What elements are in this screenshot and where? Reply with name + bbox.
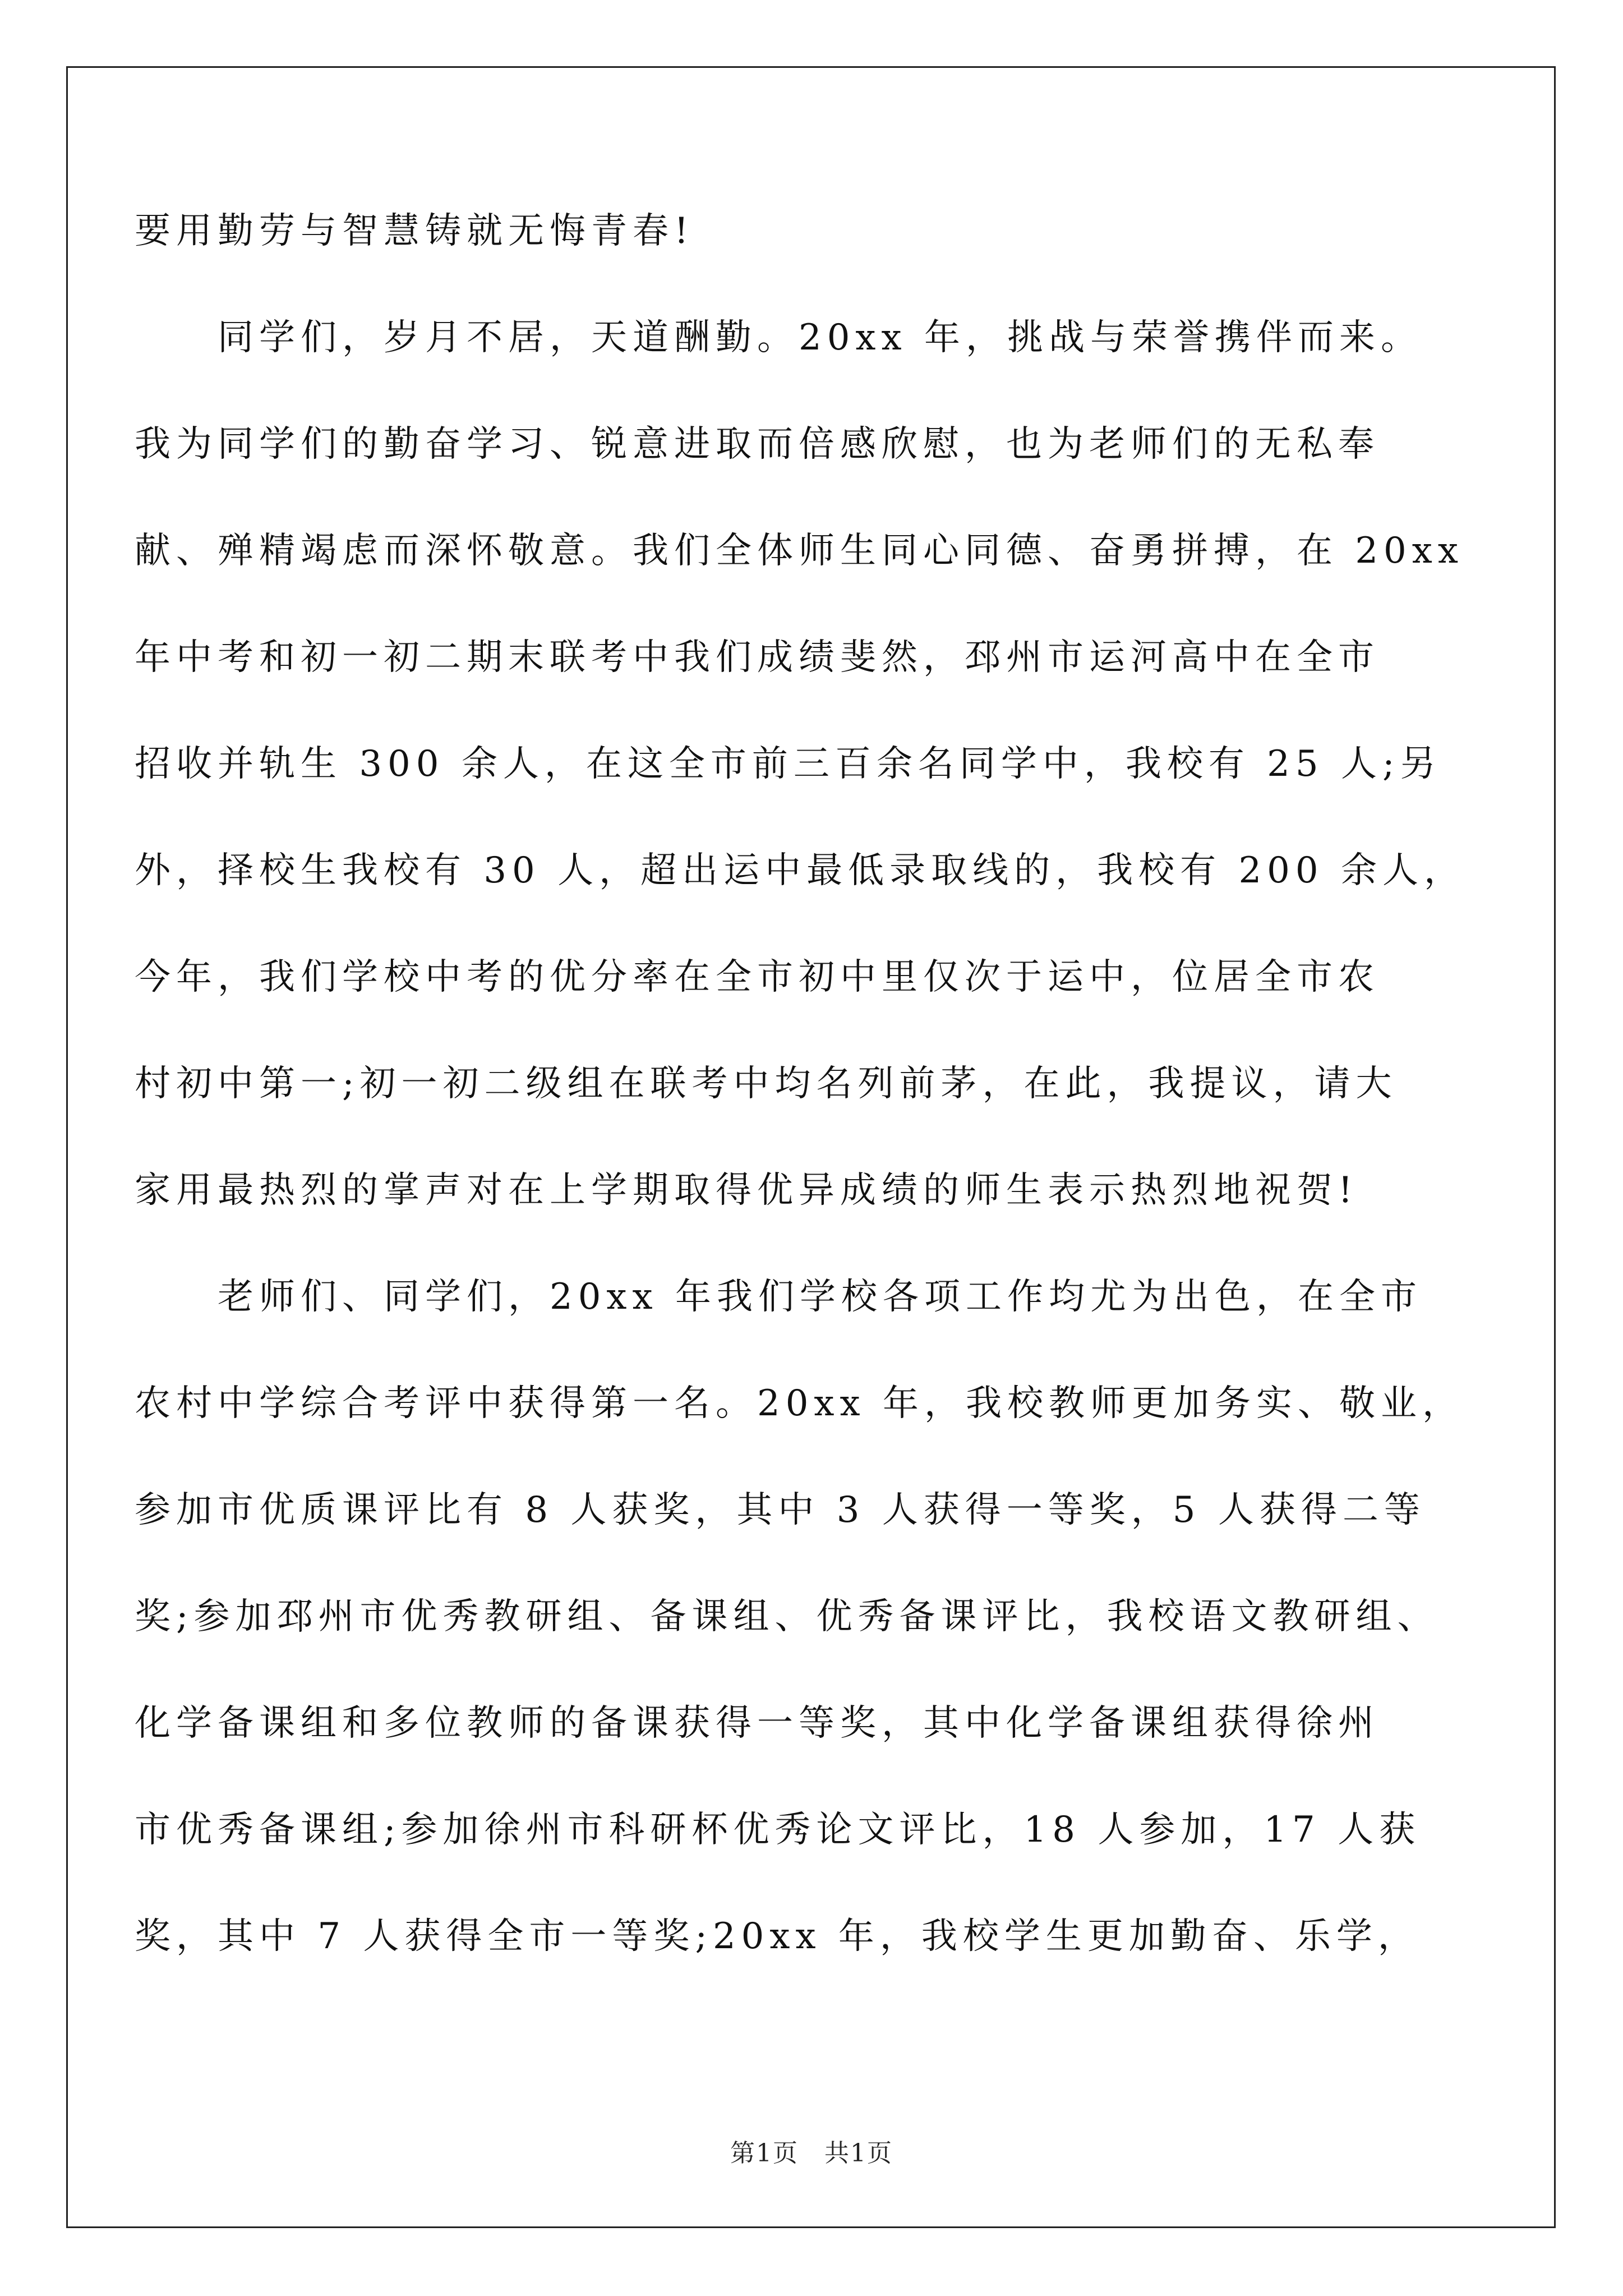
text-line: 奖，其中 7 人获得全市一等奖;20xx 年，我校学生更加勤奋、乐学， (135, 1916, 1419, 1957)
text-line: 家用最热烈的掌声对在上学期取得优异成绩的师生表示热烈地祝贺! (135, 1170, 1358, 1211)
text-line: 献、殚精竭虑而深怀敬意。我们全体师生同心同德、奋勇拼搏，在 20xx (135, 530, 1464, 572)
document-body (135, 178, 1481, 1990)
text-line: 参加市优质课评比有 8 人获奖，其中 3 人获得一等奖，5 人获得二等 (135, 1489, 1426, 1531)
text-line: 年中考和初一初二期末联考中我们成绩斐然，邳州市运河高中在全市 (135, 637, 1380, 678)
text-line: 我为同学们的勤奋学习、锐意进取而倍感欣慰，也为老师们的无私奉 (135, 424, 1380, 465)
text-line: 招收并轨生 300 余人，在这全市前三百余名同学中，我校有 25 人;另 (135, 743, 1442, 785)
text-line: 外，择校生我校有 30 人，超出运中最低录取线的，我校有 200 余人， (135, 850, 1465, 891)
text-line: 今年，我们学校中考的优分率在全市初中里仅次于运中，位居全市农 (135, 956, 1380, 998)
text-line: 同学们，岁月不居，天道酬勤。20xx 年，挑战与荣誉携伴而来。 (135, 317, 1422, 358)
text-line: 市优秀备课组;参加徐州市科研杯优秀论文评比，18 人参加，17 人获 (135, 1809, 1421, 1851)
text-line: 农村中学综合考评中获得第一名。20xx 年，我校教师更加务实、敬业， (135, 1383, 1464, 1424)
text-line: 老师们、同学们，20xx 年我们学校各项工作均尤为出色，在全市 (135, 1276, 1422, 1318)
text-line: 村初中第一;初一初二级组在联考中均名列前茅，在此，我提议，请大 (135, 1063, 1398, 1105)
text-line: 奖;参加邳州市优秀教研组、备课组、优秀备课评比，我校语文教研组、 (135, 1596, 1439, 1637)
text-line: 化学备课组和多位教师的备课获得一等奖，其中化学备课组获得徐州 (135, 1703, 1380, 1744)
text-line: 要用勤劳与智慧铸就无悔青春! (135, 210, 694, 252)
page-number-footer: 第1页 共1页 (730, 2139, 893, 2168)
